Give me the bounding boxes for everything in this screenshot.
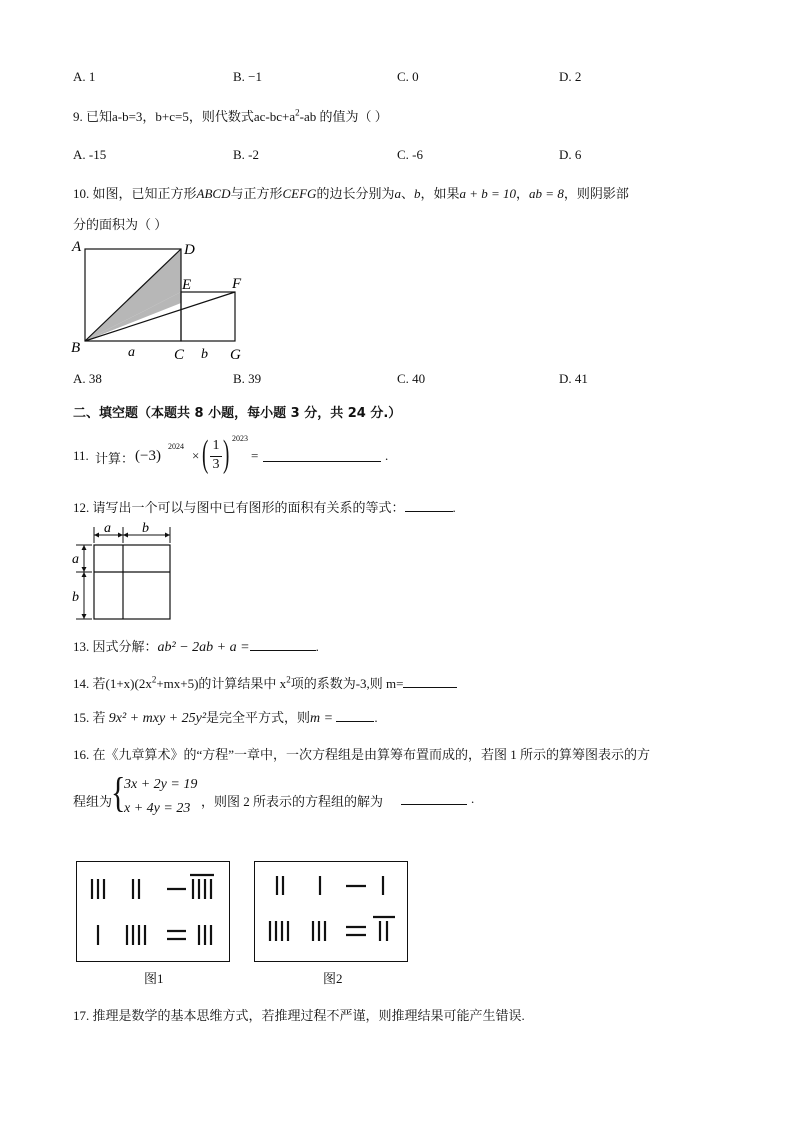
arrow-icon: [82, 572, 87, 577]
q9-stem: [73, 106, 388, 125]
q10-text: 的边长分别为: [316, 186, 395, 201]
q16-line2: [73, 770, 493, 823]
q9-option-b: B. -2: [233, 147, 259, 162]
arrow-icon: [165, 533, 170, 538]
q9-option-d: D. 6: [559, 147, 582, 162]
q14-number: 14.: [73, 676, 90, 691]
q12-number: 12.: [73, 500, 90, 515]
q11-frac-num: 1: [212, 438, 220, 453]
q15-stem: [73, 707, 378, 727]
q11-answer-blank[interactable]: [263, 449, 381, 462]
q10-condition2: ab = 8: [529, 186, 564, 201]
q10-option-a: A. 38: [73, 371, 102, 386]
q13-text: 因式分解：: [92, 639, 158, 654]
q15-text: 是完全平方式，则: [206, 710, 311, 725]
label-side-a: a: [128, 345, 135, 360]
q12-label-b-top: b: [142, 521, 149, 536]
q9-text-post: -ab 的值为（ ）: [299, 109, 388, 124]
q10-condition1: a + b = 10: [459, 186, 517, 201]
label-d-point: D: [184, 242, 195, 258]
label-e-point: E: [182, 277, 192, 293]
q9-sup: 2: [295, 107, 300, 118]
q14-stem: [73, 673, 457, 692]
q12-label-a-left: a: [72, 552, 79, 567]
label-a-point: A: [72, 239, 82, 255]
arrow-icon: [123, 533, 128, 538]
q11-exponent1: 2024: [168, 442, 184, 451]
q16-answer-blank[interactable]: [401, 792, 467, 805]
q14-text: 项的系数为-3,则 m=: [290, 676, 404, 691]
q11-number: 11.: [73, 448, 89, 463]
q12-label-a-top: a: [104, 521, 111, 536]
q10-option-d: D. 41: [559, 371, 588, 386]
q10-square1: ABCD: [196, 186, 231, 201]
label-f-point: F: [232, 276, 242, 292]
label-g-point: G: [230, 347, 241, 363]
q10-square2: CEFG: [282, 186, 317, 201]
q15-answer-blank[interactable]: [336, 709, 374, 722]
q10-option-b: B. 39: [233, 371, 262, 386]
q12-stem: [73, 497, 456, 516]
square-cefg: [181, 292, 235, 341]
q17-number: 17.: [73, 1008, 90, 1023]
label-b-point: B: [71, 340, 81, 356]
q10-var-a: a: [394, 186, 401, 201]
q9-option-a: A. -15: [73, 147, 107, 162]
q15-variable: m =: [310, 711, 334, 726]
q10-figure: [68, 238, 258, 366]
q14-answer-blank[interactable]: [403, 675, 457, 688]
q16-line1: [73, 744, 650, 763]
q14-sup: 2: [286, 674, 291, 685]
q11-paren-left: (: [202, 433, 209, 475]
q10-stem-line1: [73, 183, 629, 202]
q9-number: 9.: [73, 109, 83, 124]
q16-figure1-caption: 图1: [144, 971, 164, 986]
q10-text: ，: [516, 186, 530, 201]
q11-paren-right: ): [223, 433, 230, 475]
q11-base: (−3): [135, 448, 161, 464]
q15-expression: 9x² + mxy + 25y²: [108, 711, 207, 726]
arrow-icon: [82, 545, 87, 550]
q11-times: ×: [192, 448, 200, 463]
q11-exponent2: 2023: [232, 434, 248, 443]
q16-text: 程组为: [73, 794, 113, 809]
q11-frac-den: 3: [212, 457, 220, 472]
q10-var-b: b: [413, 186, 421, 201]
arrow-icon: [94, 533, 99, 538]
q13-answer-blank[interactable]: [250, 638, 316, 651]
q10-text: ，如果: [420, 186, 460, 201]
q13-stem: [73, 636, 319, 656]
arrow-icon: [118, 533, 123, 538]
q16-text: 在《九章算术》的“方程”一章中，一次方程组是由算筹布置而成的，若图 1 所示的算筹图表示的方: [92, 747, 651, 762]
q13-expression: ab² − 2ab + a =: [157, 640, 250, 655]
arrow-icon: [82, 567, 87, 572]
section-heading: 二、填空题（本题共 8 小题，每小题 3 分，共 24 分.）: [73, 406, 402, 421]
q16-equation2: x + 4y = 23: [124, 801, 191, 816]
q10-text: 、: [400, 186, 414, 201]
q16-equation1: 3x + 2y = 19: [124, 777, 198, 792]
q8-option-d: D. 2: [559, 69, 582, 84]
q16-figure1: [76, 861, 230, 962]
q9-option-c: C. -6: [397, 147, 423, 162]
q12-figure: [68, 519, 178, 623]
q13-end: .: [315, 639, 319, 654]
q16-brace: {: [111, 770, 126, 817]
q12-answer-blank[interactable]: [405, 499, 453, 512]
q16-figure2-caption: 图2: [323, 971, 343, 986]
q16-number: 16.: [73, 747, 90, 762]
q12-end: .: [452, 500, 456, 515]
q14-sup: 2: [151, 674, 157, 685]
q10-text: 如图，已知正方形: [92, 186, 197, 201]
q17-text: 推理是数学的基本思维方式，若推理过程不严谨，则推理结果可能产生错误.: [92, 1008, 525, 1023]
q15-number: 15.: [73, 710, 90, 725]
label-c-point: C: [174, 347, 185, 363]
q11-stem: 计算：: [95, 451, 135, 466]
q15-text: 若: [92, 710, 106, 725]
q9-text-pre: 已知a-b=3，b+c=5，则代数式ac-bc+a: [86, 109, 296, 124]
q10-number: 10.: [73, 186, 90, 201]
q8-option-c: C. 0: [397, 69, 419, 84]
q8-option-a: A. 1: [73, 69, 96, 84]
q10-text: ，则阴影部: [563, 186, 629, 201]
q16-text: ，则图 2 所表示的方程组的解为: [201, 794, 384, 809]
q13-number: 13.: [73, 639, 90, 654]
label-side-b: b: [201, 347, 208, 362]
figure1-frame: [77, 862, 230, 962]
q11-end: .: [385, 448, 389, 463]
q17-stem: [73, 1005, 525, 1024]
q12-big-square: [94, 545, 170, 619]
q11-equals: =: [251, 448, 259, 463]
q14-text: 若(1+x)(2x: [92, 676, 152, 691]
q10-text: 与正方形: [230, 186, 283, 201]
q16-end: .: [471, 791, 475, 806]
q12-label-b-left: b: [72, 590, 79, 605]
q8-option-b: B. −1: [233, 69, 263, 84]
q10-stem-line2: 分的面积为（ ）: [73, 217, 168, 232]
q14-text: +mx+5)的计算结果中 x: [156, 676, 287, 691]
q10-option-c: C. 40: [397, 371, 426, 386]
q16-figure2: [254, 861, 408, 962]
q15-end: .: [374, 710, 378, 725]
q12-text: 请写出一个可以与图中已有图形的面积有关系的等式：: [92, 500, 405, 515]
arrow-icon: [82, 614, 87, 619]
